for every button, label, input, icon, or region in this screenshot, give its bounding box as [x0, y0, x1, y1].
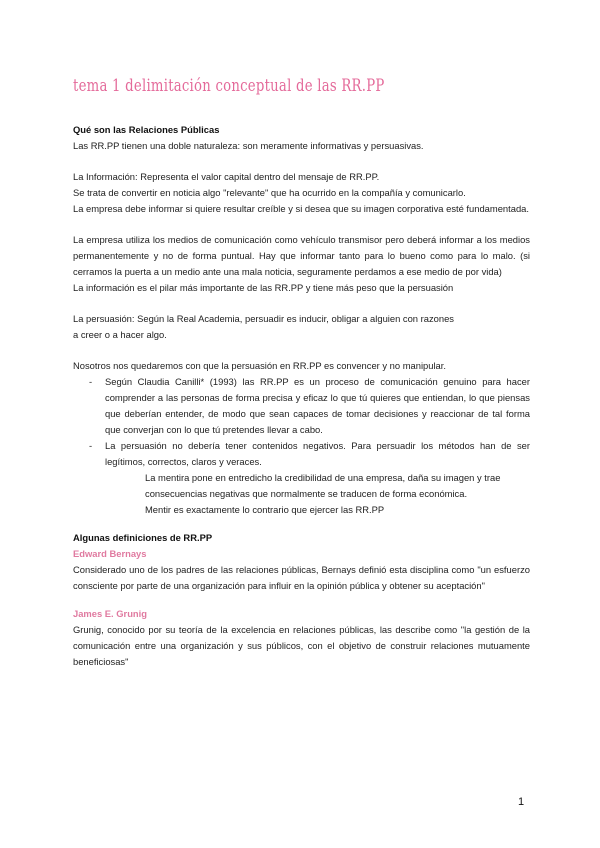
- media-paragraph: La empresa utiliza los medios de comunicación como vehículo transmisor pero deberá informar a los medios permanentemente y no de forma puntual. Hay que informar tanto para lo bueno como para lo malo. (si cerramos la puerta a un medio ante una mala noticia, seguramente perdamos a ese medio de por vida): [73, 234, 530, 277]
- list-item-text: Según Claudia Canilli* (1993) las RR.PP es un proceso de comunicación genuino para hacer comprender a las personas de forma precisa y eficaz lo que tú quieres que entiendan, lo que piensas que deberían entender, de modo que sean capaces de tomar decisiones y reaccionar de tal forma que converjan con lo que tú pretendes llevar a cabo.: [105, 376, 530, 435]
- section-heading-definitions: Algunas definiciones de RR.PP: [73, 532, 213, 543]
- info-line: La Información: Representa el valor capital dentro del mensaje de RR.PP.: [73, 171, 380, 182]
- definition-text: Grunig, conocido por su teoría de la excelencia en relaciones públicas, las describe como "la gestión de la comunicación entre una organización y sus públicos, con el objetivo de construir relaciones mutuamente beneficiosas": [73, 624, 530, 667]
- info-pillar-paragraph: La información es el pilar más importante de las RR.PP y tiene más peso que la persuasión: [73, 282, 454, 293]
- page-number: 1: [518, 796, 525, 808]
- info-line: Se trata de convertir en noticia algo "relevante" que ha ocurrido en la compañía y comunicarlo.: [73, 187, 466, 198]
- list-item-text: La persuasión no debería tener contenidos negativos. Para persuadir los métodos han de ser legítimos, correctos, claros y veraces.: [105, 440, 530, 467]
- indented-line: consecuencias negativas que normalmente se traducen de forma económica.: [145, 488, 468, 499]
- section-heading-what-are-rrpp: Qué son las Relaciones Públicas: [73, 124, 220, 135]
- definition-text: Considerado uno de los padres de las relaciones públicas, Bernays definió esta disciplina como "un esfuerzo consciente por parte de una organización para influir en la opinión pública y obtener su aceptación": [73, 564, 530, 591]
- persuasion-line: La persuasión: Según la Real Academia, persuadir es inducir, obligar a alguien con razones: [73, 313, 454, 324]
- indented-line: Mentir es exactamente lo contrario que ejercer las RR.PP: [145, 504, 385, 515]
- info-line: La empresa debe informar si quiere resultar creíble y si desea que su imagen corporativa esté fundamentada.: [73, 203, 529, 214]
- page-title: tema 1 delimitación conceptual de las RR.PP: [73, 76, 385, 96]
- definition-author: Edward Bernays: [73, 548, 147, 559]
- bullet-marker: -: [89, 440, 93, 451]
- definition-author: James E. Grunig: [73, 608, 147, 619]
- bullet-list: [73, 374, 530, 470]
- list-item: [73, 374, 530, 438]
- conclusion-paragraph: Nosotros nos quedaremos con que la persuasión en RR.PP es convencer y no manipular.: [73, 360, 446, 371]
- bullet-marker: -: [89, 376, 93, 387]
- list-item: [73, 438, 530, 470]
- indented-line: La mentira pone en entredicho la credibilidad de una empresa, daña su imagen y trae: [145, 472, 501, 483]
- document-body: [73, 122, 530, 670]
- intro-paragraph: Las RR.PP tienen una doble naturaleza: son meramente informativas y persuasivas.: [73, 140, 424, 151]
- persuasion-line: a creer o a hacer algo.: [73, 329, 167, 340]
